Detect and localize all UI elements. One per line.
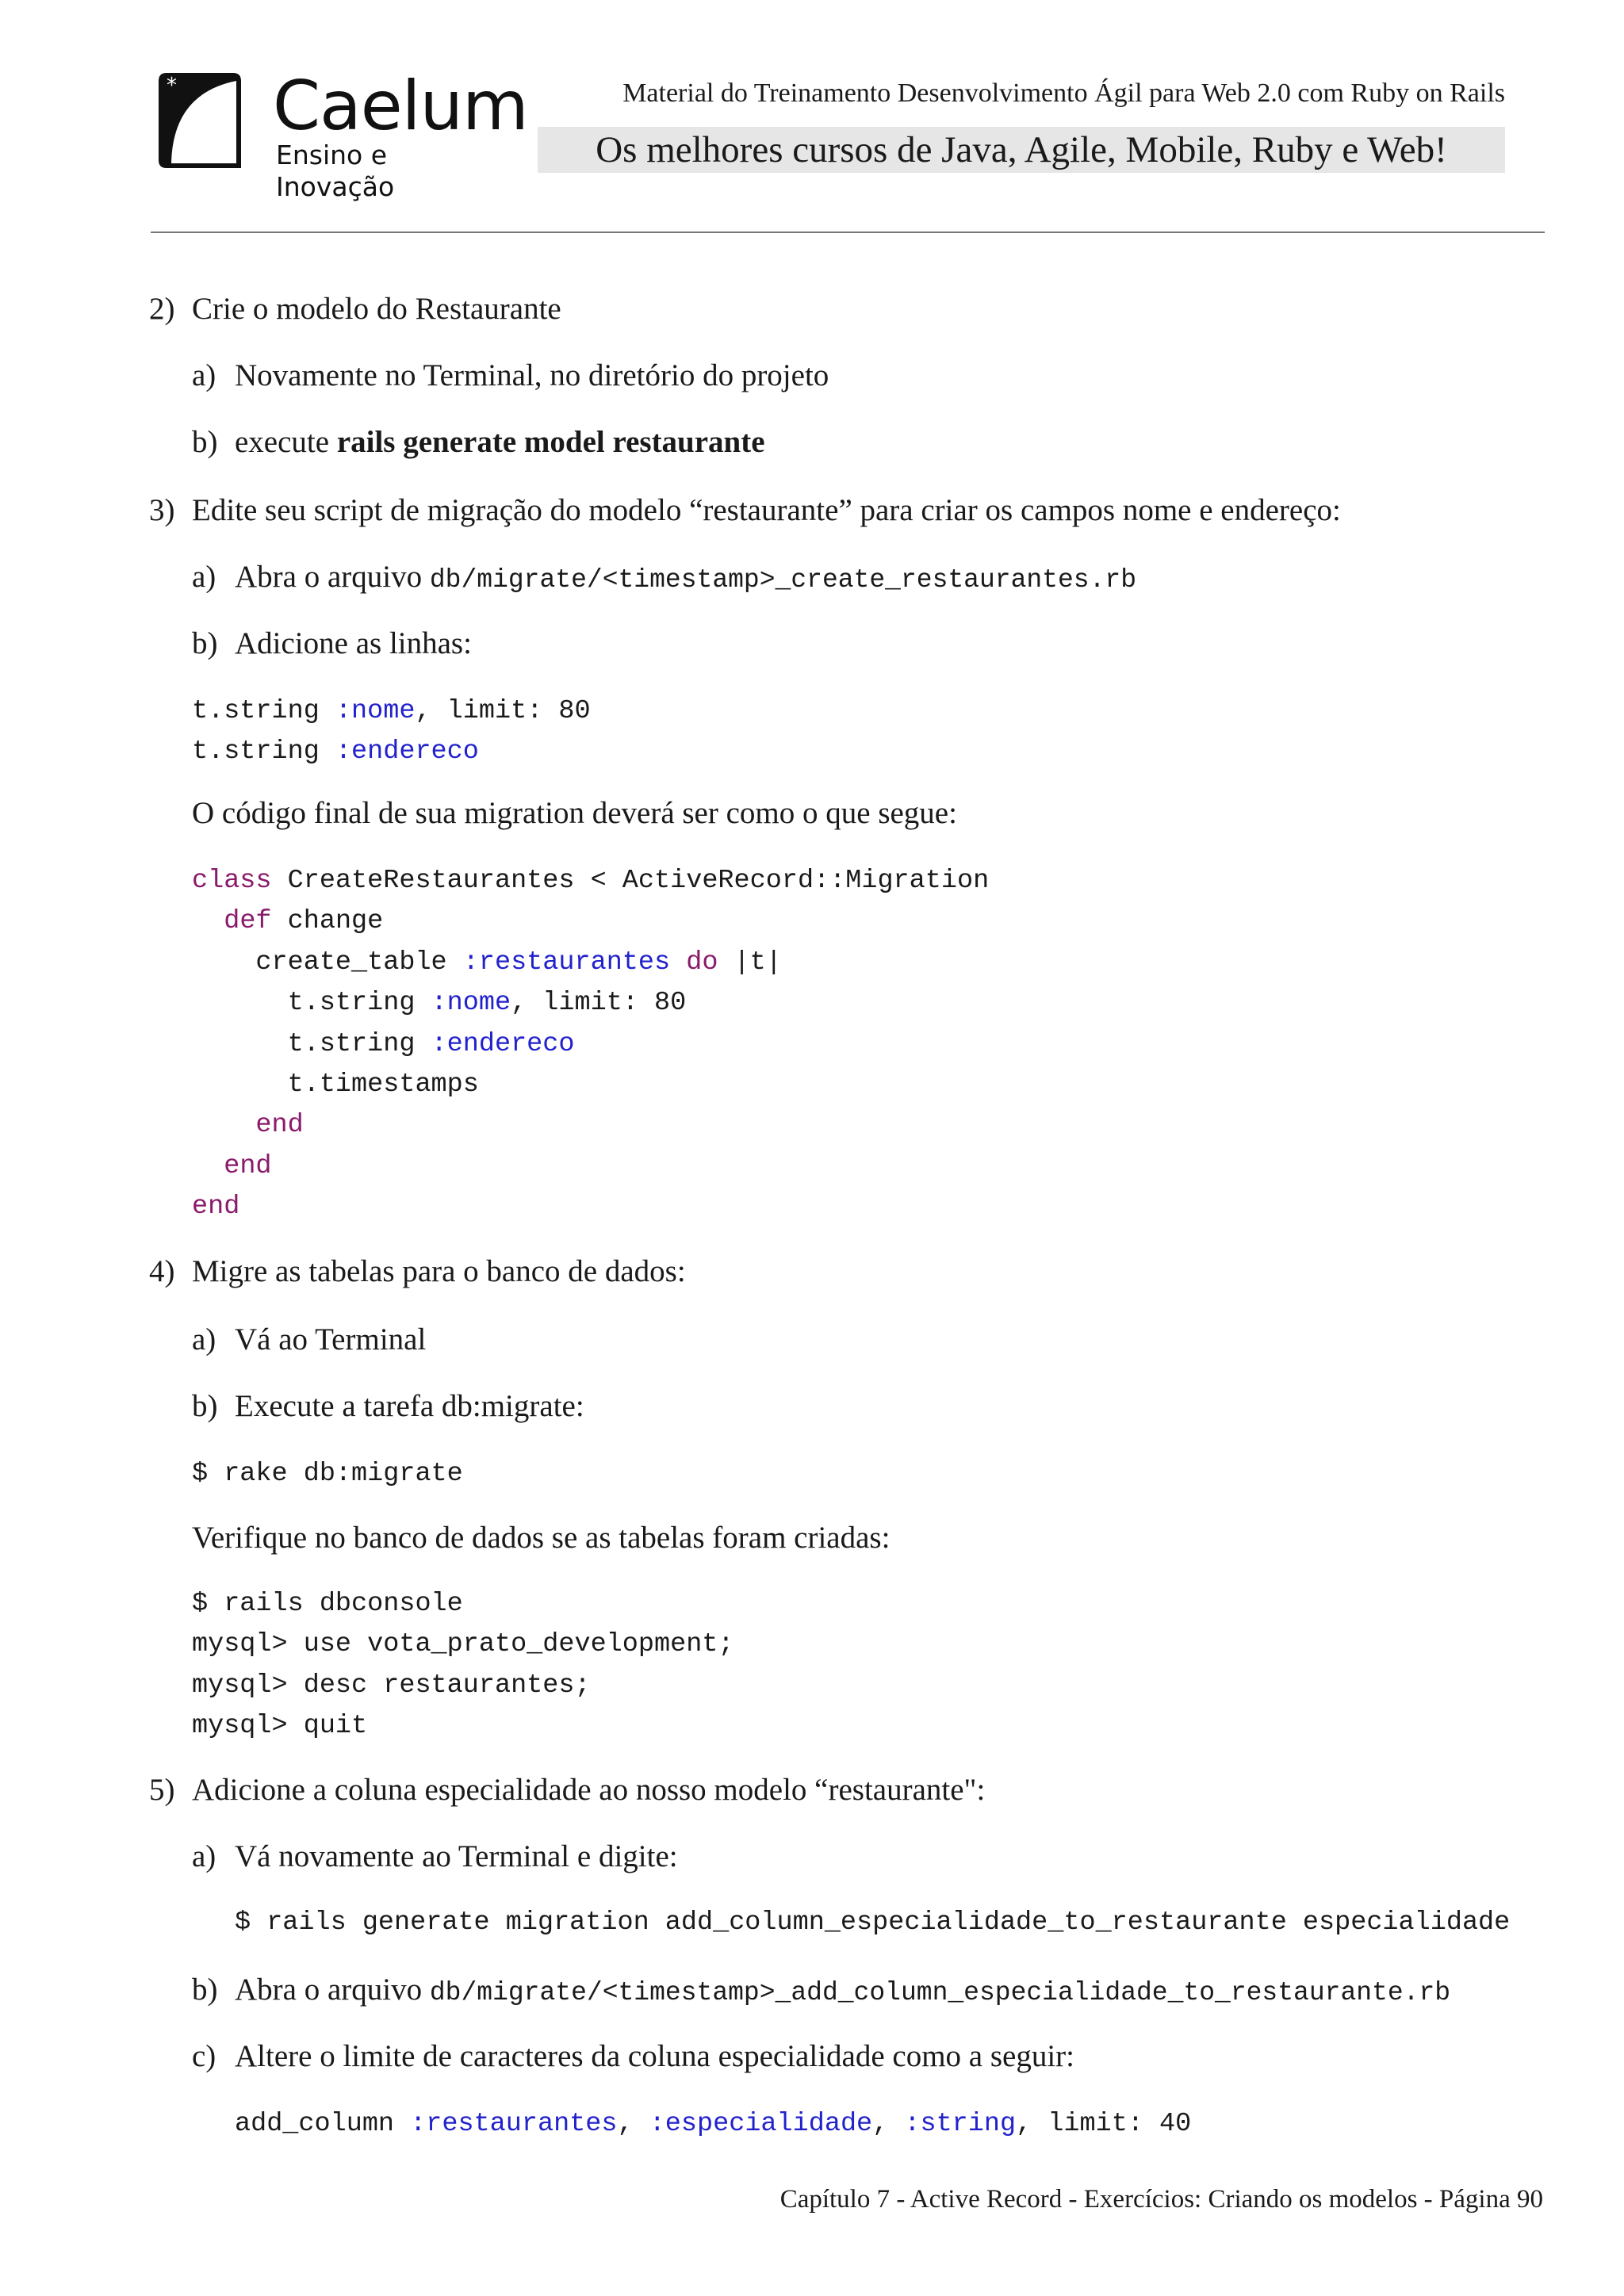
step-4-text: Migre as tabelas para o banco de dados: [192, 1254, 686, 1288]
code-add-column: add_column :restaurantes, :especialidade, :string, limit: 40 [235, 2109, 1192, 2139]
step-4a-text: Vá ao Terminal [235, 1322, 427, 1357]
step-4b-text: Execute a tarefa db:migrate: [235, 1389, 584, 1423]
step-3-number: 3) [149, 493, 175, 527]
header-title: Material do Treinamento Desenvolvimento Ágil para Web 2.0 com Ruby on Rails [622, 78, 1505, 108]
step-2b-plain: execute [235, 425, 337, 459]
code-block-migration [192, 861, 989, 1228]
header-divider [151, 232, 1545, 233]
code-rake-migrate: $ rake db:migrate [192, 1459, 463, 1489]
step-3a-text [235, 557, 1136, 601]
step-5a-number: a) [192, 1839, 216, 1873]
code-line: mysql> desc restaurantes; [192, 1670, 591, 1701]
code-line: mysql> quit [192, 1711, 368, 1742]
step-2a-text: Novamente no Terminal, no diretório do projeto [235, 358, 829, 392]
code-line: t.string :endereco [192, 737, 479, 767]
code-line: def change [224, 906, 384, 937]
step-2-number: 2) [149, 292, 175, 326]
step-5b-file-path: db/migrate/<timestamp>_add_column_especialidade_to_restaurante.rb [429, 1978, 1451, 2007]
step-3a-number: a) [192, 560, 216, 594]
code-line: t.string :nome, limit: 80 [192, 988, 687, 1019]
step-5c-text: Altere o limite de caracteres da coluna especialidade como a seguir: [235, 2039, 1074, 2073]
code-block-dbconsole [192, 1584, 734, 1747]
step-4-number: 4) [149, 1254, 175, 1288]
code-line: t.string :nome, limit: 80 [192, 696, 591, 726]
step-4a-number: a) [192, 1322, 216, 1357]
caelum-logo [155, 67, 528, 202]
code-block-lines [192, 691, 591, 773]
code-line: class CreateRestaurantes < ActiveRecord::Migration [192, 866, 990, 896]
logo-name: Caelum [273, 67, 528, 146]
code-line: end [224, 1150, 272, 1181]
logo-tagline: Ensino e Inovação [276, 140, 395, 202]
step-5-text: Adicione a coluna especialidade ao nosso modelo “restaurante": [192, 1773, 986, 1807]
step-2b-number: b) [192, 425, 218, 459]
step-3b-text: Adicione as linhas: [235, 626, 472, 660]
step-5-number: 5) [149, 1773, 175, 1807]
code-line: t.timestamps [192, 1070, 479, 1100]
code-line: t.string :endereco [192, 1028, 575, 1059]
step-3a-plain: Abra o arquivo [235, 560, 430, 594]
step-2b-text [235, 422, 765, 463]
verify-text: Verifique no banco de dados se as tabelas foram criadas: [192, 1521, 891, 1555]
step-5b-text [235, 1969, 1450, 2014]
page-footer: Capítulo 7 - Active Record - Exercícios: Criando os modelos - Página 90 [779, 2185, 1543, 2214]
step-5c-number: c) [192, 2039, 216, 2073]
header-slogan-box [538, 127, 1505, 173]
header-slogan: Os melhores cursos de Java, Agile, Mobile, Ruby e Web! [596, 129, 1447, 170]
step-2a-number: a) [192, 358, 216, 392]
code-line: end [255, 1110, 304, 1141]
step-5a-text: Vá novamente ao Terminal e digite: [235, 1839, 678, 1873]
step-3b-number: b) [192, 626, 218, 660]
code-line: end [192, 1192, 240, 1223]
code-generate-migration: $ rails generate migration add_column_especialidade_to_restaurante especialidade [235, 1908, 1511, 1938]
step-2-text: Crie o modelo do Restaurante [192, 292, 561, 326]
logo-mark-icon [155, 70, 244, 171]
step-3-text: Edite seu script de migração do modelo “restaurante” para criar os campos nome e endereço: [192, 493, 1341, 527]
code-line: mysql> use vota_prato_development; [192, 1629, 734, 1660]
migration-intro-text: O código final de sua migration deverá ser como o que segue: [192, 796, 957, 830]
step-4b-number: b) [192, 1389, 218, 1423]
svg-text:*: * [167, 74, 177, 98]
step-2b-command: rails generate model restaurante [336, 425, 765, 459]
step-5b-plain: Abra o arquivo [235, 1973, 430, 2007]
step-5b-number: b) [192, 1973, 218, 2007]
step-3a-file-path: db/migrate/<timestamp>_create_restaurantes.rb [429, 565, 1137, 595]
code-line: create_table :restaurantes do |t| [192, 947, 782, 978]
code-line: $ rails dbconsole [192, 1589, 463, 1619]
